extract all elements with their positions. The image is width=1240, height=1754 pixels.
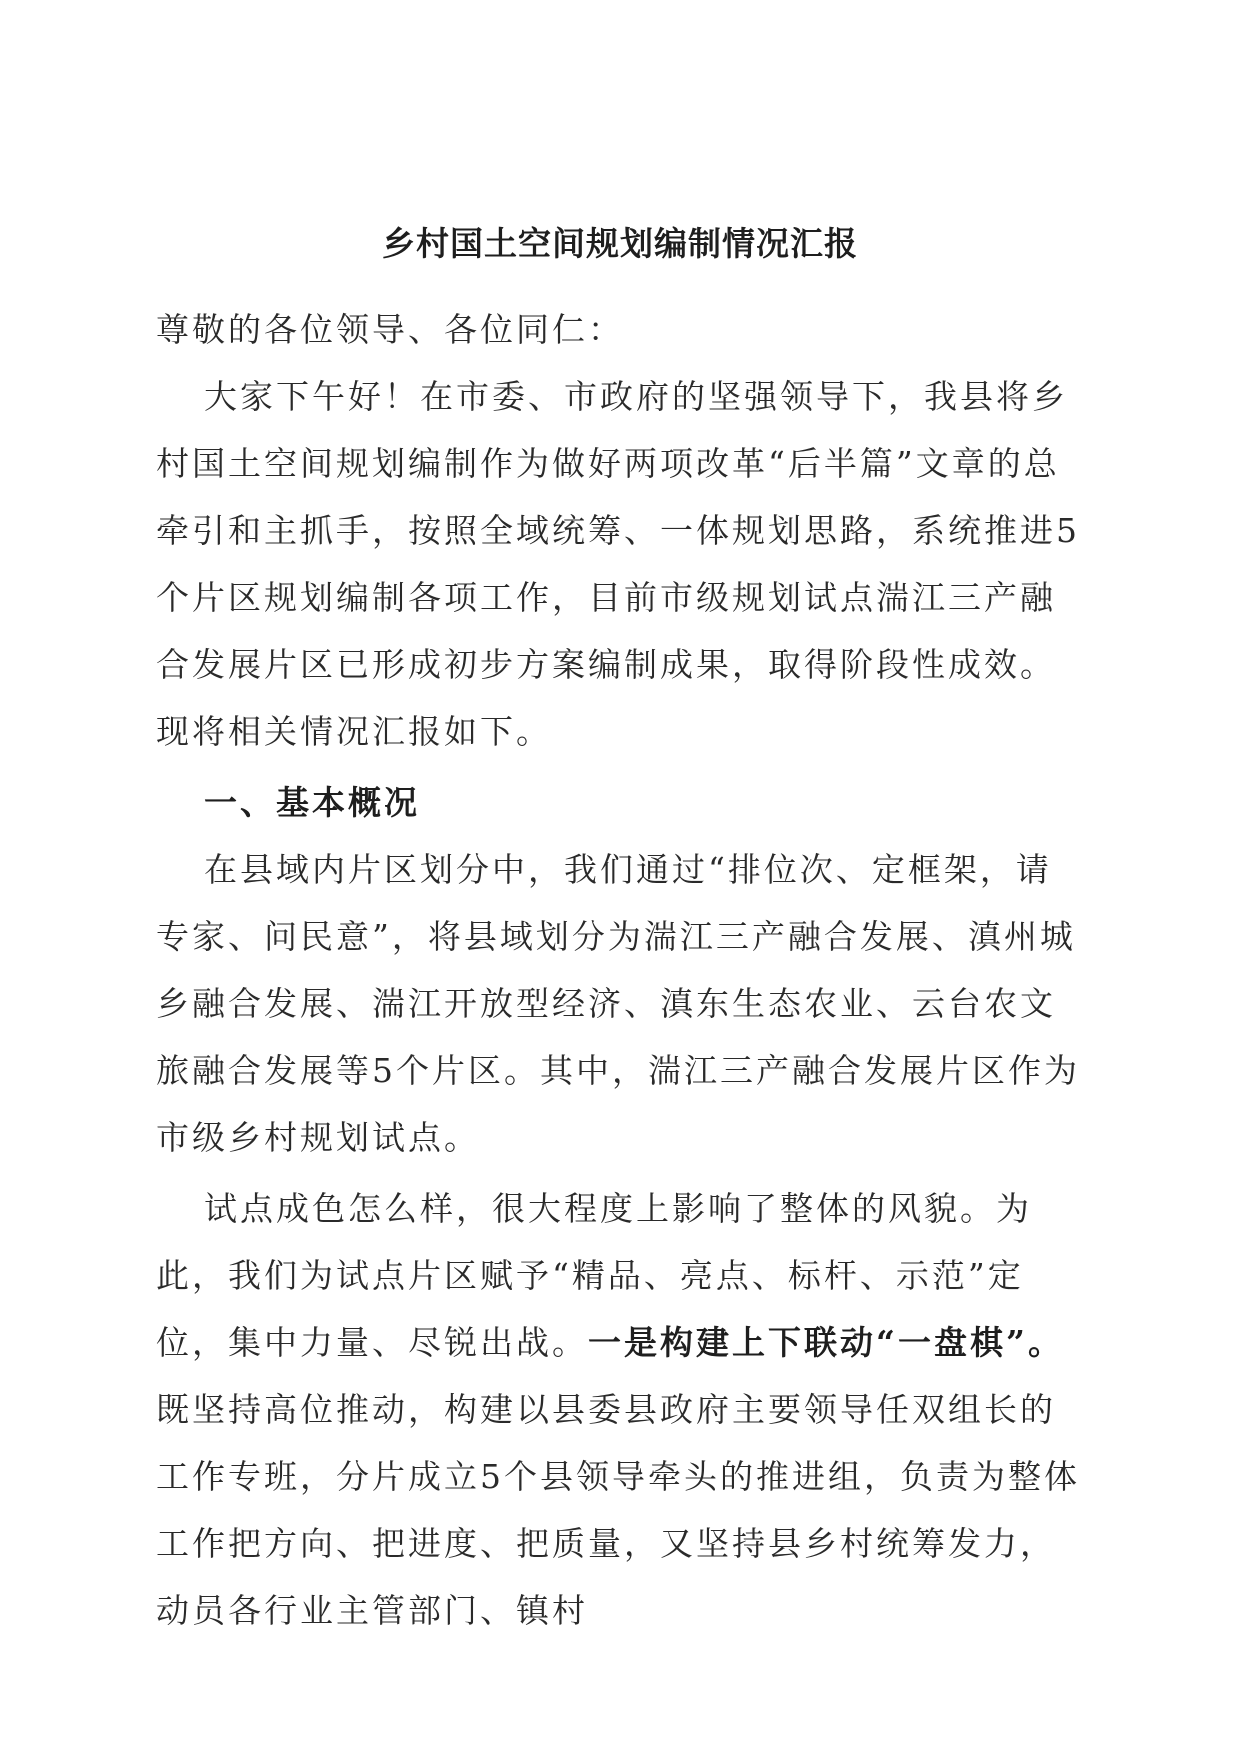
pilot-paragraph-start: 试点成色怎么样，很大程度上影响了整体的风貌。为此，我们为试点片区赋予“精品、亮点、标杆、示范”定位，集中力量、尽锐出战。 [156,1189,1032,1362]
pilot-paragraph-end: 既坚持高位推动，构建以县委县政府主要领导任双组长的工作专班，分片成立5个县领导牵头的推进组，负责为整体工作把方向、把进度、把质量，又坚持县乡村统筹发力，动员各行业主管部门、镇村 [156,1390,1080,1630]
document-title: 乡村国土空间规划编制情况汇报 [382,224,858,263]
document-body [156,296,1086,1644]
salutation: 尊敬的各位领导、各位同仁： [156,310,624,349]
intro-paragraph: 大家下午好！在市委、市政府的坚强领导下，我县将乡村国土空间规划编制作为做好两项改革“后半篇”文章的总牵引和主抓手，按照全域统筹、一体规划思路，系统推进5个片区规划编制各项工作，目前市级规划试点湍江三产融合发展片区已形成初步方案编制成果，取得阶段性成效。现将相关情况汇报如下。 [156,377,1080,751]
overview-paragraph: 在县域内片区划分中，我们通过“排位次、定框架，请专家、问民意”，将县域划分为湍江三产融合发展、滇州城乡融合发展、湍江开放型经济、滇东生态农业、云台农文旅融合发展等5个片区。其中，湍江三产融合发展片区作为市级乡村规划试点。 [156,850,1080,1157]
pilot-paragraph [156,1175,1086,1644]
section-heading: 一、基本概况 [204,783,420,822]
pilot-paragraph-emphasis: 一是构建上下联动“一盘棋”。 [588,1323,1064,1362]
